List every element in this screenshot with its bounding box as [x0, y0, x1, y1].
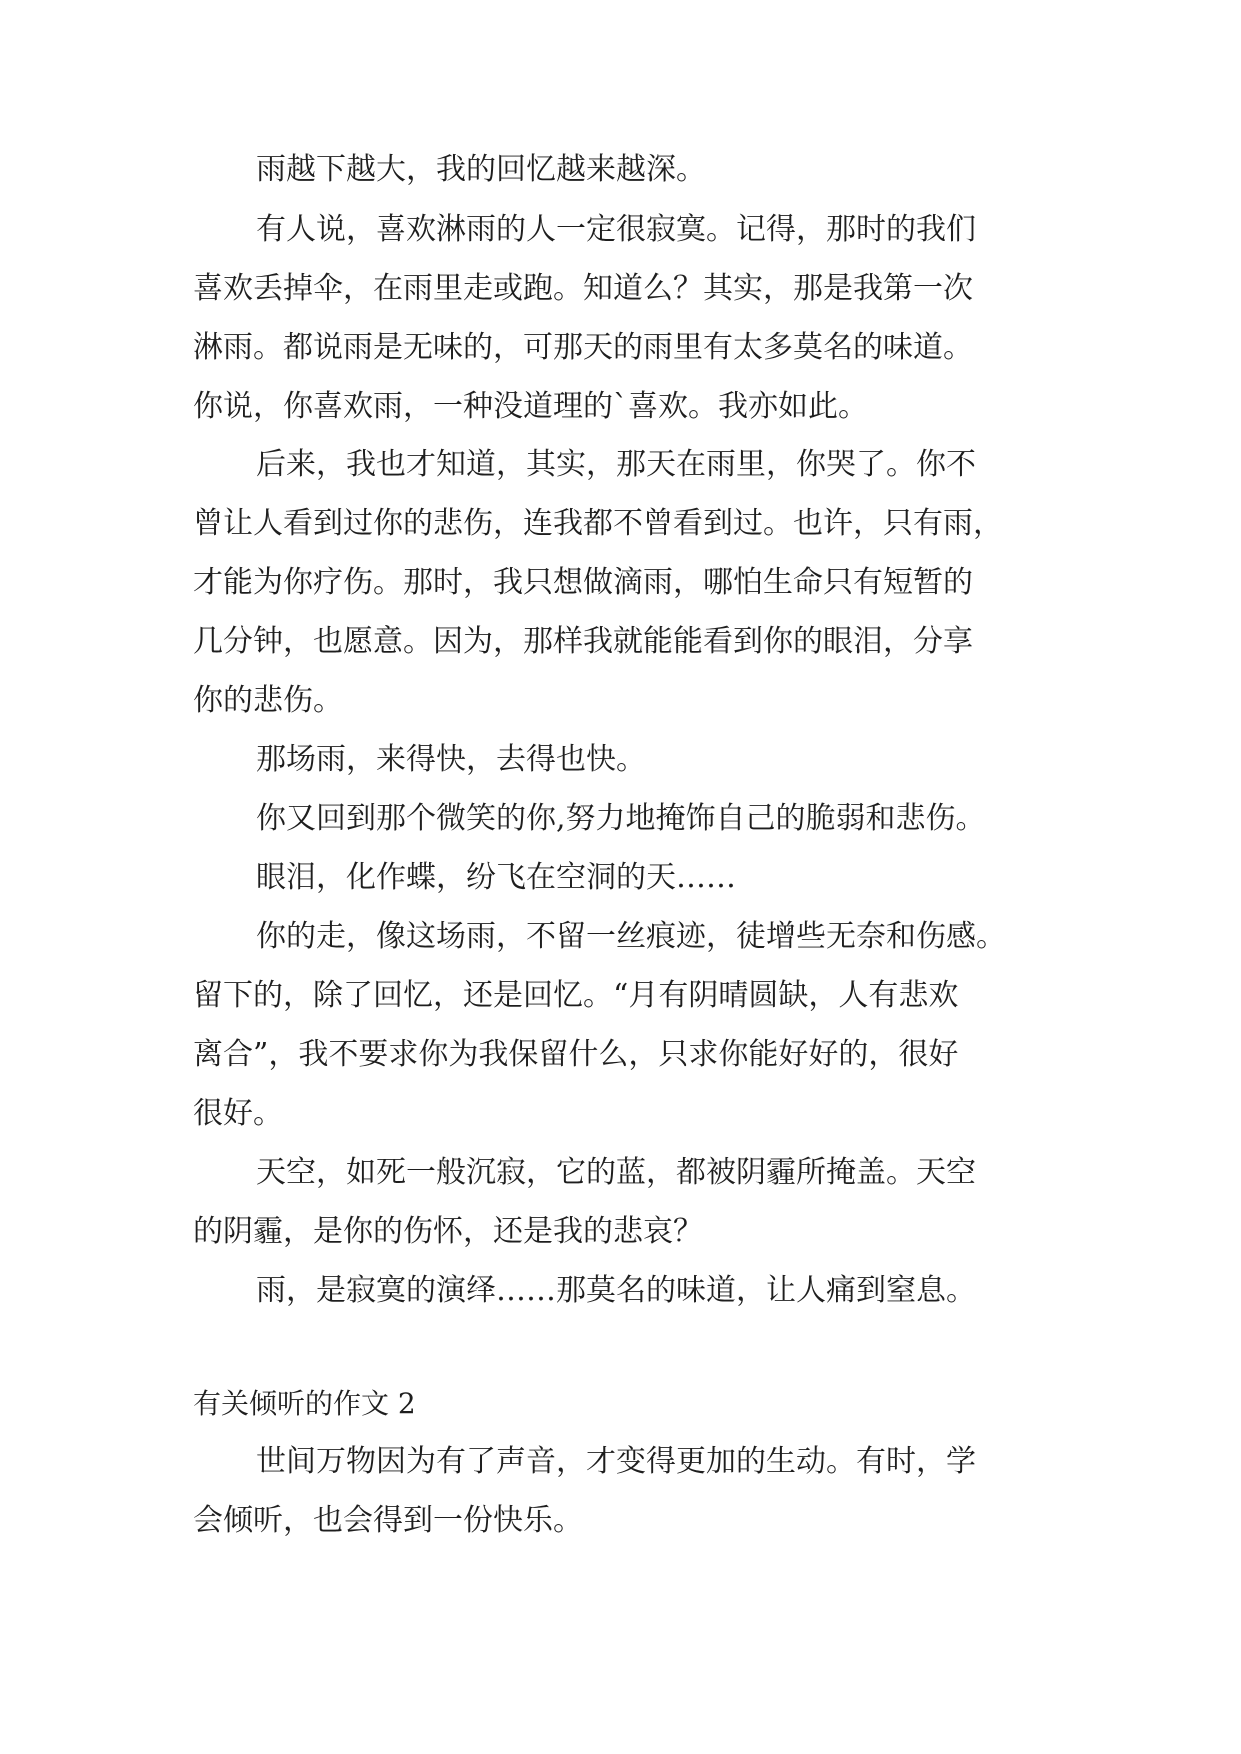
paragraph-line: 离合”，我不要求你为我保留什么，只求你能好好的，很好 — [193, 1037, 959, 1072]
paragraph-line: 你的悲伤。 — [193, 683, 343, 718]
paragraph-line: 淋雨。都说雨是无味的，可那天的雨里有太多莫名的味道。 — [193, 330, 973, 365]
paragraph-line: 世间万物因为有了声音，才变得更加的生动。有时，学 — [256, 1444, 976, 1479]
paragraph-line: 的阴霾，是你的伤怀，还是我的悲哀？ — [193, 1214, 703, 1249]
paragraph-line: 几分钟，也愿意。因为，那样我就能能看到你的眼泪，分享 — [193, 624, 973, 659]
paragraph-line: 喜欢丢掉伞，在雨里走或跑。知道么？其实，那是我第一次 — [193, 271, 973, 306]
paragraph-line: 曾让人看到过你的悲伤，连我都不曾看到过。也许，只有雨， — [193, 506, 1003, 541]
paragraph-line: 雨，是寂寞的演绎……那莫名的味道，让人痛到窒息。 — [256, 1273, 976, 1308]
section-title: 有关倾听的作文 2 — [193, 1387, 416, 1420]
paragraph-line: 有人说，喜欢淋雨的人一定很寂寞。记得，那时的我们 — [256, 212, 976, 247]
paragraph-line: 会倾听，也会得到一份快乐。 — [193, 1503, 583, 1538]
paragraph-line: 眼泪，化作蝶，纷飞在空洞的天…… — [256, 860, 736, 895]
paragraph-line: 很好。 — [193, 1096, 283, 1131]
paragraph-line: 那场雨，来得快，去得也快。 — [256, 742, 646, 777]
paragraph-line: 后来，我也才知道，其实，那天在雨里，你哭了。你不 — [256, 447, 976, 482]
paragraph-line: 你说，你喜欢雨，一种没道理的`喜欢。我亦如此。 — [193, 389, 868, 424]
paragraph-line: 你又回到那个微笑的你,努力地掩饰自己的脆弱和悲伤。 — [256, 801, 986, 836]
paragraph-line: 留下的，除了回忆，还是回忆。“月有阴晴圆缺，人有悲欢 — [193, 978, 959, 1013]
paragraph-line: 才能为你疗伤。那时，我只想做滴雨，哪怕生命只有短暂的 — [193, 565, 973, 600]
paragraph-line: 你的走，像这场雨，不留一丝痕迹，徒增些无奈和伤感。 — [256, 919, 1006, 954]
paragraph-line: 雨越下越大，我的回忆越来越深。 — [256, 152, 706, 187]
paragraph-line: 天空，如死一般沉寂，它的蓝，都被阴霾所掩盖。天空 — [256, 1155, 976, 1190]
